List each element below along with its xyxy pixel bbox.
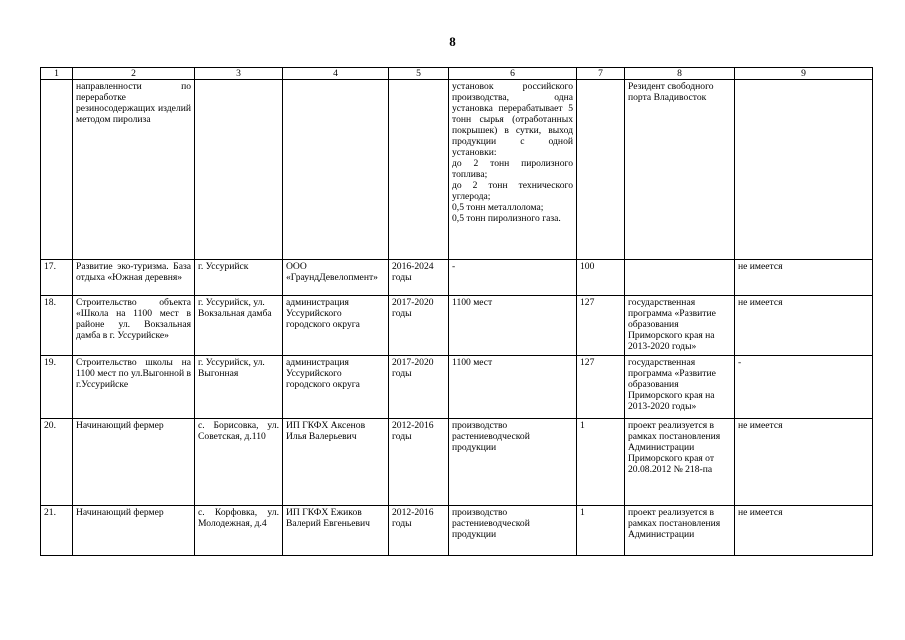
result-line: до 2 тонн пиролизного топлива; (452, 158, 573, 180)
project-location: г. Уссурийск, ул. Вокзальная дамба (195, 296, 283, 356)
project-location: г. Уссурийск, ул. Выгонная (195, 356, 283, 419)
row-number: 19. (41, 356, 73, 419)
project-result (449, 296, 577, 356)
project-investor (283, 80, 389, 260)
project-jobs: 127 (577, 356, 625, 419)
project-period (389, 80, 449, 260)
table-row (41, 80, 873, 260)
page-number: 8 (449, 34, 456, 49)
project-jobs: 1 (577, 419, 625, 506)
result-line: 1100 мест (452, 357, 493, 368)
project-jobs (577, 80, 625, 260)
project-location: с. Борисовка, ул. Советская, д.110 (195, 419, 283, 506)
project-result (449, 260, 577, 296)
project-jobs: 127 (577, 296, 625, 356)
table-header-row (41, 68, 873, 80)
row-number: 17. (41, 260, 73, 296)
result-line: установок российского производства, одна установка перерабатывает 5 тонн сырья (отработанных покрышек) в сутки, выход продукции с одной установки: (452, 81, 573, 158)
project-result (449, 80, 577, 260)
project-location: г. Уссурийск (195, 260, 283, 296)
projects-table (40, 67, 873, 556)
project-needs: не имеется (735, 296, 873, 356)
result-line: до 2 тонн технического углерода; (452, 180, 573, 202)
table-row (41, 419, 873, 506)
project-result (449, 419, 577, 506)
project-period: 2012-2016 годы (389, 419, 449, 506)
result-line: производство растениеводческой продукции (452, 420, 530, 453)
table-row (41, 506, 873, 556)
project-location: с. Корфовка, ул. Молодежная, д.4 (195, 506, 283, 556)
table-row (41, 260, 873, 296)
project-jobs: 100 (577, 260, 625, 296)
column-header: 2 (73, 68, 195, 80)
project-needs: не имеется (735, 419, 873, 506)
row-number (41, 80, 73, 260)
project-needs: не имеется (735, 260, 873, 296)
project-period: 2017-2020 годы (389, 296, 449, 356)
project-investor: ИП ГКФХ Аксенов Илья Валерьевич (283, 419, 389, 506)
column-header: 7 (577, 68, 625, 80)
project-name: Строительство объекта «Школа на 1100 мест в районе ул. Вокзальная дамба в г. Уссурийске» (73, 296, 195, 356)
result-line: 0,5 тонн пиролизного газа. (452, 213, 561, 224)
project-jobs: 1 (577, 506, 625, 556)
project-needs (735, 80, 873, 260)
project-result (449, 356, 577, 419)
project-support: проект реализуется в рамках постановления Администрации Приморского края от 20.08.2012 № 218-па (625, 419, 735, 506)
project-needs: - (735, 356, 873, 419)
project-investor: ООО «ГраундДевелопмент» (283, 260, 389, 296)
row-number: 20. (41, 419, 73, 506)
row-number: 18. (41, 296, 73, 356)
project-period: 2012-2016 годы (389, 506, 449, 556)
column-header: 8 (625, 68, 735, 80)
column-header: 1 (41, 68, 73, 80)
table-row (41, 356, 873, 419)
project-name: Развитие эко-туризма. База отдыха «Южная деревня» (73, 260, 195, 296)
project-support (625, 260, 735, 296)
project-name: Строительство школы на 1100 мест по ул.Выгонной в г.Уссурийске (73, 356, 195, 419)
project-period: 2017-2020 годы (389, 356, 449, 419)
column-header: 5 (389, 68, 449, 80)
project-support: государственная программа «Развитие образования Приморского края на 2013-2020 годы» (625, 296, 735, 356)
result-line: 1100 мест (452, 297, 493, 308)
project-investor: ИП ГКФХ Ежиков Валерий Евгеньевич (283, 506, 389, 556)
project-name: направленности по переработке резиносодержащих изделий методом пиролиза (73, 80, 195, 260)
column-header: 6 (449, 68, 577, 80)
project-investor: администрация Уссурийского городского округа (283, 356, 389, 419)
project-investor: администрация Уссурийского городского округа (283, 296, 389, 356)
project-needs: не имеется (735, 506, 873, 556)
result-line: - (452, 261, 456, 272)
column-header: 9 (735, 68, 873, 80)
project-period: 2016-2024 годы (389, 260, 449, 296)
project-result (449, 506, 577, 556)
column-header: 3 (195, 68, 283, 80)
project-name: Начинающий фермер (73, 506, 195, 556)
row-number: 21. (41, 506, 73, 556)
project-support: государственная программа «Развитие образования Приморского края на 2013-2020 годы» (625, 356, 735, 419)
result-line: 0,5 тонн металлолома; (452, 202, 544, 213)
project-name: Начинающий фермер (73, 419, 195, 506)
column-header: 4 (283, 68, 389, 80)
project-support: проект реализуется в рамках постановления Администрации (625, 506, 735, 556)
table-row (41, 296, 873, 356)
result-line: производство растениеводческой продукции (452, 507, 530, 540)
project-location (195, 80, 283, 260)
project-support: Резидент свободного порта Владивосток (625, 80, 735, 260)
